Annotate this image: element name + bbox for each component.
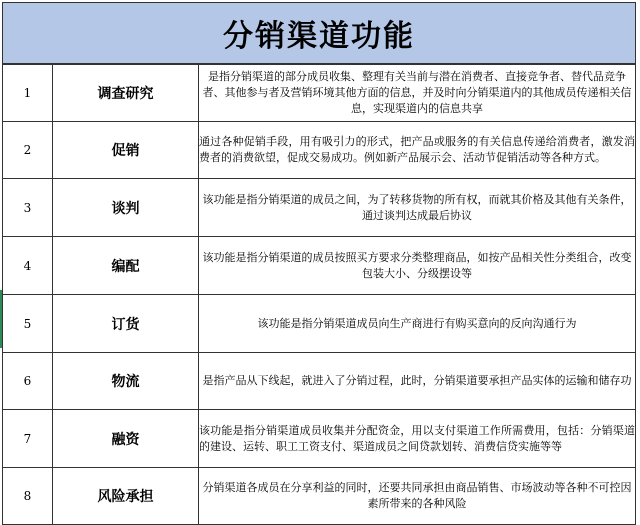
row-number-cell[interactable]: 3: [3, 179, 53, 237]
channel-functions-table: [2, 64, 636, 525]
function-name-cell[interactable]: 促销: [53, 122, 199, 179]
table-row: [3, 410, 636, 468]
function-description-cell[interactable]: 该功能是指分销渠道的成员按照买方要求分类整理商品，如按产品相关性分类组合，改变包装大小、分级摆设等: [199, 237, 636, 295]
table-row: [3, 179, 636, 237]
table-row: [3, 295, 636, 353]
function-name-cell[interactable]: 调查研究: [53, 65, 199, 122]
function-description-cell[interactable]: 分销渠道各成员在分享利益的同时，还要共同承担由商品销售、市场波动等各种不可控因素所带来的各种风险: [199, 468, 636, 525]
function-name-cell[interactable]: 融资: [53, 410, 199, 468]
function-description-cell[interactable]: 是指分销渠道的部分成员收集、整理有关当前与潜在消费者、直接竞争者、替代品竞争者、其他参与者及营销环境其他方面的信息，并及时向分销渠道内的其他成员传递相关信息，实现渠道内的信息共享: [199, 65, 636, 122]
function-description-cell[interactable]: 是指产品从下线起，就进入了分销过程，此时，分销渠道要承担产品实体的运输和储存功: [199, 353, 636, 410]
function-name-cell[interactable]: 编配: [53, 237, 199, 295]
row-number-cell[interactable]: 6: [3, 353, 53, 410]
function-description-cell[interactable]: 该功能是指分销渠道成员收集并分配资金，用以支付渠道工作所需费用，包括：分销渠道的建设、运转、职工工资支付、渠道成员之间贷款划转、消费信贷实施等等: [199, 410, 636, 468]
table-row: [3, 237, 636, 295]
page-title: 分销渠道功能: [223, 19, 415, 54]
table-row: [3, 353, 636, 410]
table-row: [3, 65, 636, 122]
row-number-cell[interactable]: 1: [3, 65, 53, 122]
table-row: [3, 122, 636, 179]
function-name-cell[interactable]: 谈判: [53, 179, 199, 237]
row-number-cell[interactable]: 8: [3, 468, 53, 525]
function-name-cell[interactable]: 风险承担: [53, 468, 199, 525]
function-description-cell[interactable]: 该功能是指分销渠道的成员之间，为了转移货物的所有权，而就其价格及其他有关条件，通过谈判达成最后协议: [199, 179, 636, 237]
title-cell[interactable]: [2, 2, 636, 64]
row-number-cell[interactable]: 4: [3, 237, 53, 295]
row-number-cell[interactable]: 5: [3, 295, 53, 353]
row-number-cell[interactable]: 2: [3, 122, 53, 179]
table-row: [3, 468, 636, 525]
function-description-cell[interactable]: 该功能是指分销渠道成员向生产商进行有购买意向的反向沟通行为: [199, 295, 636, 353]
function-name-cell[interactable]: 订货: [53, 295, 199, 353]
function-name-cell[interactable]: 物流: [53, 353, 199, 410]
function-description-cell[interactable]: 通过各种促销手段，用有吸引力的形式，把产品或服务的有关信息传递给消费者，激发消费者的消费欲望，促成交易成功。例如新产品展示会、活动节促销活动等各种方式。: [199, 122, 636, 179]
row-number-cell[interactable]: 7: [3, 410, 53, 468]
